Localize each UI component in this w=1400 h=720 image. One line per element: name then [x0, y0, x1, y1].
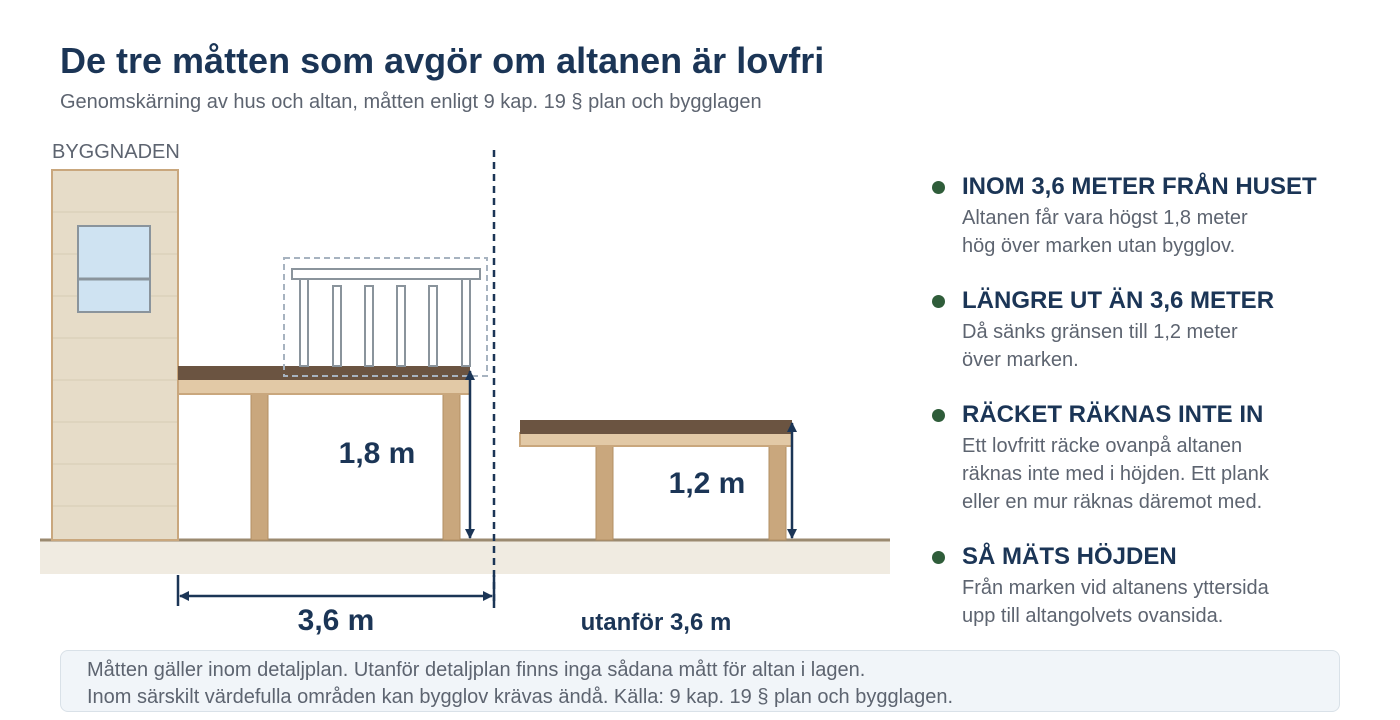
rule-within-distance	[930, 172, 1370, 260]
near-deck	[178, 366, 470, 540]
rule-heading: SÅ MÄTS HÖJDEN	[962, 543, 1177, 570]
footnote-line-1: Måtten gäller inom detaljplan. Utanför detaljplan finns inga sådana mått för altan i lagen.	[87, 659, 866, 681]
rule-heading: INOM 3,6 METER FRÅN HUSET	[962, 173, 1317, 200]
rule-text: Ett lovfritt räcke ovanpå altanen räknas inte med i höjden. Ett plank eller en mur räknas däremot med.	[962, 435, 1269, 513]
bullet-icon	[932, 409, 945, 422]
rule-heading: LÄNGRE UT ÄN 3,6 METER	[962, 287, 1275, 314]
rule-text: Då sänks gränsen till 1,2 meter över marken.	[962, 321, 1238, 371]
rule-railing	[930, 400, 1370, 516]
rules-list	[930, 172, 1370, 630]
far-deck	[520, 420, 792, 540]
outside-distance-label: utanför 3,6 m	[580, 609, 732, 636]
building-label: BYGGNADEN	[52, 141, 180, 163]
page-subtitle: Genomskärning av hus och altan, måtten enligt 9 kap. 19 § plan och bygglagen	[60, 91, 762, 113]
far-deck-floor	[520, 420, 792, 434]
rule-text: Från marken vid altanens yttersida upp till altangolvets ovansida.	[962, 577, 1269, 627]
rule-measuring	[930, 542, 1370, 630]
rule-heading: RÄCKET RÄKNAS INTE IN	[962, 401, 1264, 428]
window-icon	[78, 226, 150, 312]
ground	[40, 541, 890, 574]
height-near-label: 1,8 m	[338, 437, 416, 470]
near-deck-floor	[178, 366, 470, 380]
bullet-icon	[932, 181, 945, 194]
rule-text: Altanen får vara högst 1,8 meter hög över marken utan bygglov.	[962, 207, 1248, 257]
rule-beyond-distance	[930, 286, 1370, 374]
height-far-label: 1,2 m	[668, 467, 746, 500]
footnote-line-2: Inom särskilt värdefulla områden kan bygglov krävas ändå. Källa: 9 kap. 19 § plan och bygglagen.	[87, 686, 954, 708]
footnote-box	[60, 650, 1340, 712]
bullet-icon	[932, 551, 945, 564]
page-title: De tre måtten som avgör om altanen är lovfri	[60, 40, 825, 81]
bullet-icon	[932, 295, 945, 308]
railing	[284, 258, 487, 376]
distance-label: 3,6 m	[297, 604, 375, 637]
